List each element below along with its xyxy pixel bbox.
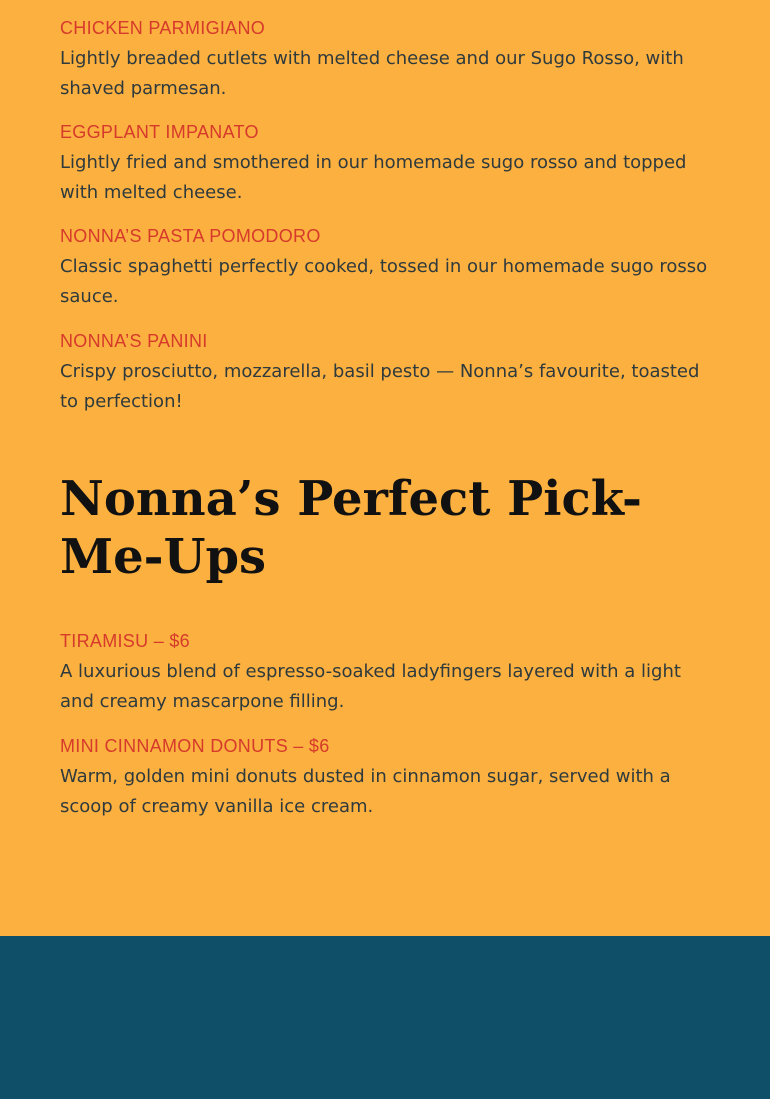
menu-item-chicken-parmigiano <box>60 16 720 104</box>
dessert-item-title: TIRAMISU – $6 <box>60 631 190 651</box>
menu-item-eggplant-impanato <box>60 120 720 208</box>
menu-item-title: NONNA’S PANINI <box>60 331 208 351</box>
menu-item-title: EGGPLANT IMPANATO <box>60 122 259 142</box>
menu-item-description: Lightly breaded cutlets with melted cheese and our Sugo Rosso, with shaved parmesan. <box>60 48 684 99</box>
dessert-item-description: Warm, golden mini donuts dusted in cinnamon sugar, served with a scoop of creamy vanilla ice cream. <box>60 766 671 817</box>
section-heading: Nonna’s Perfect Pick-Me-Ups <box>60 471 642 585</box>
menu-item-title: NONNA’S PASTA POMODORO <box>60 226 321 246</box>
menu-item-description: Crispy prosciutto, mozzarella, basil pesto — Nonna’s favourite, toasted to perfection! <box>60 361 700 412</box>
dessert-item-cinnamon-donuts <box>60 734 720 822</box>
footer-band <box>0 936 770 1099</box>
dessert-item-description: A luxurious blend of espresso-soaked ladyfingers layered with a light and creamy mascarpone filling. <box>60 661 681 712</box>
dessert-item-tiramisu <box>60 629 720 717</box>
menu-item-panini <box>60 329 720 417</box>
menu-item-pasta-pomodoro <box>60 224 720 312</box>
menu-item-description: Lightly fried and smothered in our homemade sugo rosso and topped with melted cheese. <box>60 152 687 203</box>
menu-item-title: CHICKEN PARMIGIANO <box>60 18 266 38</box>
menu-item-description: Classic spaghetti perfectly cooked, tossed in our homemade sugo rosso sauce. <box>60 256 708 307</box>
dessert-item-title: MINI CINNAMON DONUTS – $6 <box>60 736 330 756</box>
